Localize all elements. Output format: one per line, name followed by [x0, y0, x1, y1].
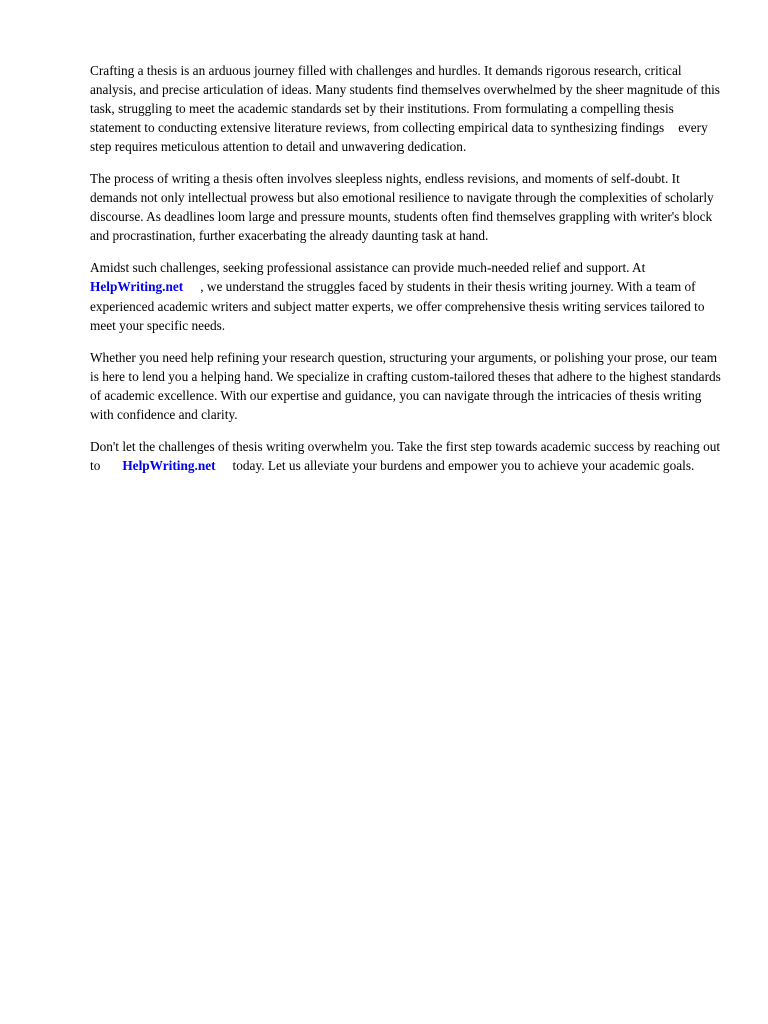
paragraph-5-text-part-1: Don't let the challenges of thesis writing overwhelm you. Take the first step towards academic success by reaching out to [90, 438, 721, 473]
helpwriting-link-2[interactable]: HelpWriting.net [122, 457, 216, 473]
paragraph-3-text-part-2: , we understand the struggles faced by students in their thesis writing journey. With a team of experienced academic writers and subject matter experts, we offer comprehensive thesis writing services tailored to meet your specific needs. [90, 279, 705, 333]
paragraph-3-text-part-1: Amidst such challenges, seeking professional assistance can provide much-needed relief and support. At [90, 260, 646, 276]
paragraph-1-text-part-1: Crafting a thesis is an arduous journey filled with challenges and hurdles. It demands rigorous research, critical analysis, and precise articulation of ideas. Many students find themselves overwhelmed by the sheer magnitude of this task, struggling to meet the academic standards set by their institutions. From formulating a compelling thesis statement to conducting extensive literature reviews, from collecting empirical data to synthesizing findings [90, 63, 720, 136]
paragraph-5 [90, 437, 724, 475]
paragraph-4-text: Whether you need help refining your research question, structuring your arguments, or polishing your prose, our team is here to lend you a helping hand. We specialize in crafting custom-tailored theses that adhere to the highest standards of academic excellence. With our expertise and guidance, you can navigate through the intricacies of thesis writing with confidence and clarity. [90, 349, 721, 422]
paragraph-5-text-part-2: today. Let us alleviate your burdens and empower you to achieve your academic goals. [232, 457, 695, 473]
document-text-body [90, 61, 724, 475]
paragraph-3 [90, 258, 724, 334]
paragraph-2 [90, 169, 724, 245]
paragraph-1-text-part-2: every step requires meticulous attention to detail and unwavering dedication. [90, 120, 708, 155]
paragraph-4 [90, 348, 724, 424]
paragraph-1 [90, 61, 724, 156]
helpwriting-link-1[interactable]: HelpWriting.net [90, 279, 184, 295]
paragraph-2-text: The process of writing a thesis often involves sleepless nights, endless revisions, and moments of self-doubt. It demands not only intellectual prowess but also emotional resilience to navigate through the complexities of scholarly discourse. As deadlines loom large and pressure mounts, students often find themselves grappling with writer's block and procrastination, further exacerbating the already daunting task at hand. [90, 171, 714, 244]
